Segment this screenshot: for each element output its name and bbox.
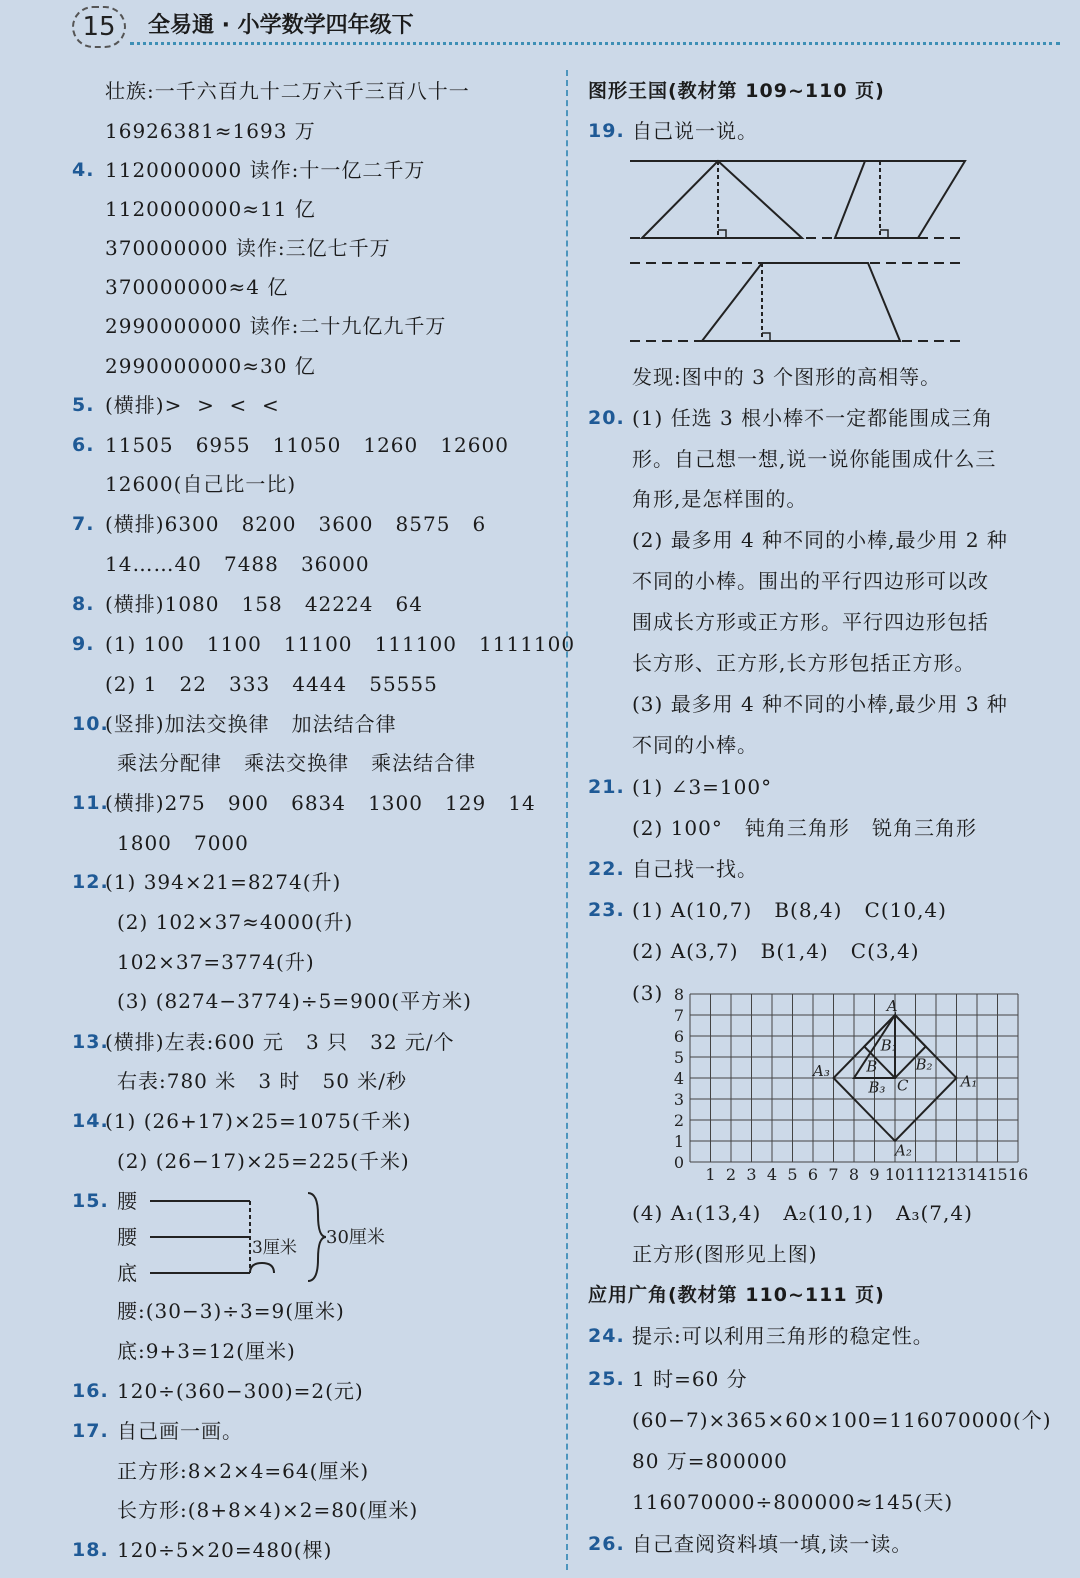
x-tick-label: 7 <box>828 1165 839 1184</box>
y-tick-label: 5 <box>673 1048 684 1067</box>
answer-line: 提示:可以利用三角形的稳定性。 <box>632 1324 934 1348</box>
x-tick-label: 4 <box>766 1165 778 1184</box>
answer-line: (2) 100° 钝角三角形 锐角三角形 <box>632 816 978 840</box>
answer-line: (2) 102×37≈4000(升) <box>117 910 354 934</box>
answer-line: (横排)6300 8200 3600 8575 6 <box>105 512 487 536</box>
answer-line: (2) (26−17)×25=225(千米) <box>117 1149 410 1173</box>
answer-line: (横排)> > < < <box>105 393 280 417</box>
x-tick-label: 14 <box>966 1165 988 1184</box>
question-number: 18. <box>72 1539 109 1561</box>
answer-line: 不同的小棒。围出的平行四边形可以改 <box>632 569 989 593</box>
coordinate-grid <box>660 982 1040 1187</box>
answer-line: 11505 6955 11050 1260 12600 <box>105 433 509 457</box>
answer-line: 乘法分配律 乘法交换律 乘法结合律 <box>117 751 477 775</box>
page-header <box>0 0 1080 60</box>
answer-line: (3) <box>632 981 664 1005</box>
answer-line: (横排)275 900 6834 1300 129 14 <box>105 791 536 815</box>
answer-line: 右表:780 米 3 时 50 米/秒 <box>117 1069 408 1093</box>
point-label: B₃ <box>868 1078 886 1097</box>
point-label: A₁ <box>960 1072 978 1091</box>
section-heading: 图形王国(教材第 109~110 页) <box>588 80 885 102</box>
question-number: 25. <box>588 1368 625 1390</box>
answer-line: 自己说一说。 <box>632 119 758 143</box>
point-label: B₁ <box>880 1036 898 1055</box>
answer-line: 自己查阅资料填一填,读一读。 <box>632 1532 913 1556</box>
question-number: 26. <box>588 1533 625 1555</box>
book-title: 全易通 · 小学数学四年级下 <box>148 13 414 38</box>
answer-line: (1) 394×21=8274(升) <box>105 870 342 894</box>
question-number: 7. <box>72 513 95 535</box>
question-number: 24. <box>588 1325 625 1347</box>
question-number: 19. <box>588 120 625 142</box>
question-number: 15. <box>72 1190 109 1212</box>
point-label: B <box>866 1057 878 1076</box>
question-number: 20. <box>588 407 625 429</box>
x-tick-label: 9 <box>869 1165 880 1184</box>
y-tick-label: 3 <box>673 1090 684 1109</box>
answer-line: 自己找一找。 <box>632 857 758 881</box>
answer-line: (1) 100 1100 11100 111100 1111100 <box>105 632 576 656</box>
answer-line: 1120000000≈11 亿 <box>105 197 316 221</box>
y-tick-label: 6 <box>673 1027 684 1046</box>
x-tick-label: 16 <box>1007 1165 1029 1184</box>
answer-line: 腰:(30−3)÷3=9(厘米) <box>117 1299 345 1323</box>
answer-line: 120÷(360−300)=2(元) <box>117 1379 364 1403</box>
question-number: 9. <box>72 633 95 655</box>
answer-line: (横排)左表:600 元 3 只 32 元/个 <box>105 1030 455 1054</box>
answer-line: 自己画一画。 <box>117 1419 243 1443</box>
x-tick-label: 12 <box>925 1165 947 1184</box>
answer-line: 120÷5×20=480(棵) <box>117 1538 333 1562</box>
answer-line: 14……40 7488 36000 <box>105 552 370 576</box>
point-label: B₂ <box>915 1055 933 1074</box>
answer-line: 16926381≈1693 万 <box>105 119 316 143</box>
segment-label: 底 <box>117 1261 138 1285</box>
answer-line: 围成长方形或正方形。平行四边形包括 <box>632 610 989 634</box>
question-number: 10. <box>72 713 109 735</box>
question-number: 4. <box>72 159 95 181</box>
answer-line: 正方形:8×2×4=64(厘米) <box>117 1459 370 1483</box>
point-label: C <box>897 1076 909 1095</box>
answer-line: (2) 1 22 333 4444 55555 <box>105 672 438 696</box>
answer-line: (2) A(3,7) B(1,4) C(3,4) <box>632 939 920 963</box>
x-tick-label: 6 <box>807 1165 819 1184</box>
answer-line: 长方形、正方形,长方形包括正方形。 <box>632 651 976 675</box>
answer-line: 12600(自己比一比) <box>105 472 297 496</box>
answer-line: 1 时=60 分 <box>632 1367 748 1391</box>
question-number: 14. <box>72 1110 109 1132</box>
answer-line: (3) 最多用 4 种不同的小棒,最少用 3 种 <box>632 692 1008 716</box>
answer-line: 116070000÷800000≈145(天) <box>632 1490 954 1514</box>
answer-line: (1) ∠3=100° <box>632 775 773 799</box>
y-tick-label: 2 <box>673 1111 684 1130</box>
answer-line: 壮族:一千六百九十二万六千三百八十一 <box>105 79 470 103</box>
answer-line: (1) 任选 3 根小棒不一定都能围成三角 <box>632 406 994 430</box>
y-tick-label: 4 <box>673 1069 684 1088</box>
header-rule <box>130 42 1060 45</box>
question-number: 16. <box>72 1380 109 1402</box>
answer-line: 不同的小棒。 <box>632 733 758 757</box>
question-number: 11. <box>72 792 109 814</box>
answer-line: 370000000 读作:三亿七千万 <box>105 236 391 260</box>
x-tick-label: 13 <box>946 1165 967 1184</box>
answer-line: 2990000000≈30 亿 <box>105 354 316 378</box>
x-tick-label: 1 <box>705 1165 716 1184</box>
equal-height-figures <box>620 150 980 355</box>
answer-line: 80 万=800000 <box>632 1449 788 1473</box>
answer-line: (1) A(10,7) B(8,4) C(10,4) <box>632 898 947 922</box>
question-number: 12. <box>72 871 109 893</box>
x-tick-label: 10 <box>884 1165 906 1184</box>
x-tick-label: 3 <box>746 1165 757 1184</box>
y-tick-label: 0 <box>673 1153 684 1172</box>
answer-line: (3) (8274−3774)÷5=900(平方米) <box>117 989 472 1013</box>
difference-label: 3厘米 <box>252 1238 297 1258</box>
question-number: 21. <box>588 776 625 798</box>
question-number: 23. <box>588 899 625 921</box>
segment-label: 腰 <box>117 1189 138 1213</box>
answer-line: 角形,是怎样围的。 <box>632 487 808 511</box>
total-label: 30厘米 <box>326 1227 385 1248</box>
point-label: A₃ <box>813 1061 830 1080</box>
column-divider <box>566 70 568 1570</box>
answer-line: 370000000≈4 亿 <box>105 275 289 299</box>
answer-line: 1800 7000 <box>117 831 249 855</box>
answer-line: 发现:图中的 3 个图形的高相等。 <box>632 365 942 389</box>
answer-line: (1) (26+17)×25=1075(千米) <box>105 1109 412 1133</box>
answer-line: 长方形:(8+8×4)×2=80(厘米) <box>117 1498 419 1522</box>
answer-line: (竖排)加法交换律 加法结合律 <box>105 712 397 736</box>
x-tick-label: 15 <box>987 1165 1008 1184</box>
section-heading: 应用广角(教材第 110~111 页) <box>588 1284 885 1306</box>
y-tick-label: 1 <box>673 1132 684 1151</box>
question-number: 8. <box>72 593 95 615</box>
answer-line: (横排)1080 158 42224 64 <box>105 592 423 616</box>
x-tick-label: 5 <box>787 1165 798 1184</box>
y-tick-label: 7 <box>673 1006 684 1025</box>
question-number: 13. <box>72 1031 109 1053</box>
answer-line: 102×37=3774(升) <box>117 950 315 974</box>
answer-line: 1120000000 读作:十一亿二千万 <box>105 158 426 182</box>
answer-line: 底:9+3=12(厘米) <box>117 1339 296 1363</box>
x-tick-label: 11 <box>905 1165 926 1184</box>
x-tick-label: 2 <box>725 1165 737 1184</box>
answer-line: (4) A₁(13,4) A₂(10,1) A₃(7,4) <box>632 1201 973 1225</box>
answer-line: 形。自己想一想,说一说你能围成什么三 <box>632 447 997 471</box>
answer-line: 2990000000 读作:二十九亿九千万 <box>105 314 447 338</box>
question-number: 5. <box>72 394 95 416</box>
answer-line: (2) 最多用 4 种不同的小棒,最少用 2 种 <box>632 528 1008 552</box>
answer-line: 正方形(图形见上图) <box>632 1242 818 1266</box>
question-number: 6. <box>72 434 95 456</box>
point-label: A <box>886 996 898 1015</box>
page-number: 15 <box>72 6 126 48</box>
segment-diagram <box>140 1185 400 1285</box>
answer-line: (60−7)×365×60×100=116070000(个) <box>632 1408 1052 1432</box>
question-number: 22. <box>588 858 625 880</box>
x-tick-label: 8 <box>848 1165 860 1184</box>
segment-label: 腰 <box>117 1225 138 1249</box>
y-tick-label: 8 <box>673 985 684 1004</box>
question-number: 17. <box>72 1420 109 1442</box>
point-label: A₂ <box>895 1141 912 1160</box>
